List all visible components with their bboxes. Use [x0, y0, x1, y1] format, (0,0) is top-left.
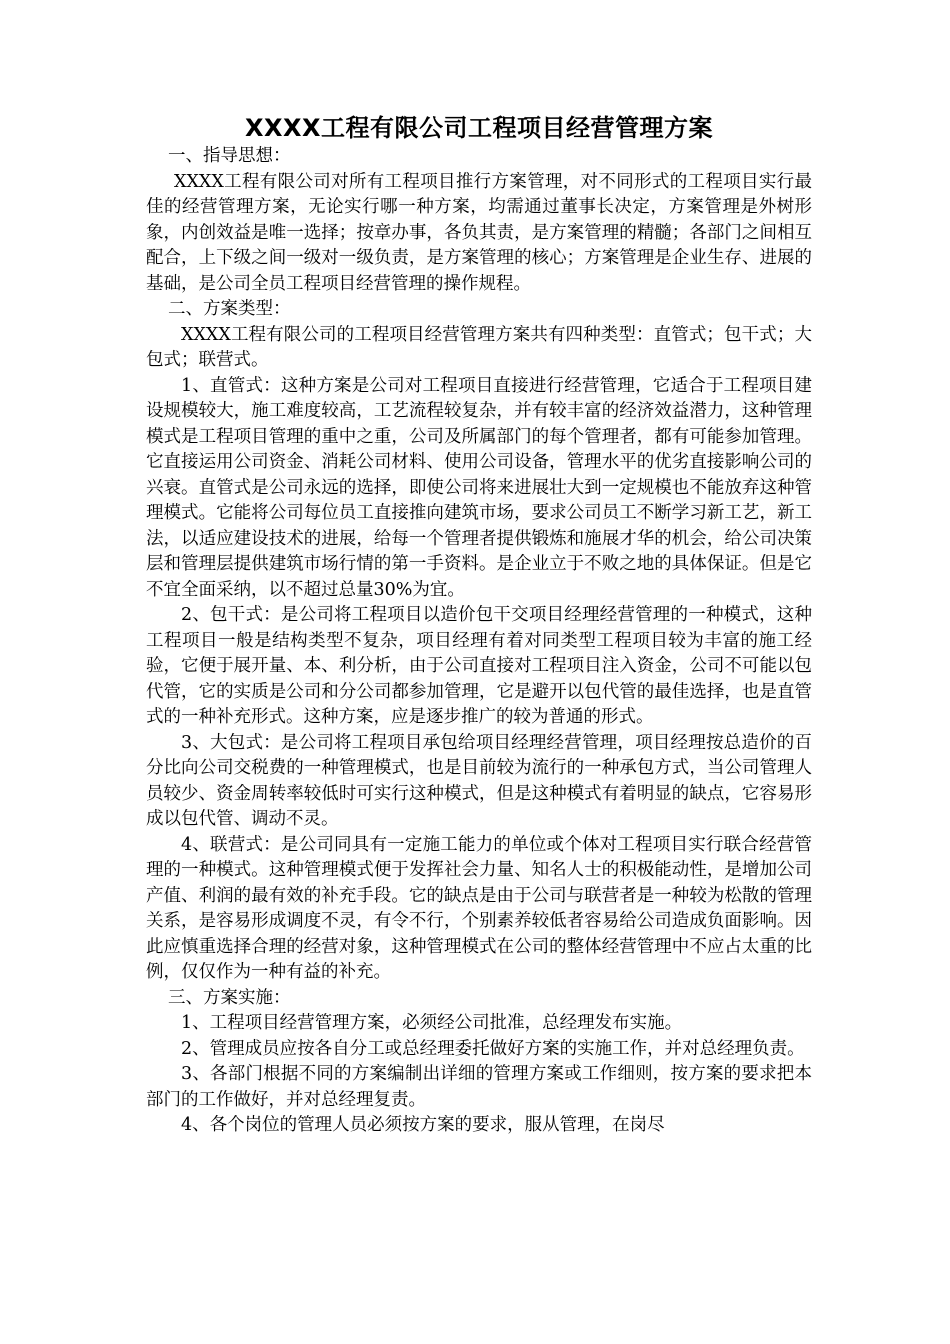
plan-type-joint-venture: 4、联营式：是公司同具有一定施工能力的单位或个体对工程项目实行联合经营管理的一种模式。这种管理模式便于发挥社会力量、知名人士的积极能动性，是增加公司产值、利润的最有效的补充手段。它的缺点是由于公司与联营者是一种较为松散的管理关系，是容易形成调度不灵，有令不行，个别素养较低者容易给公司造成负面影响。因此应慎重选择合理的经营对象，这种管理模式在公司的整体经营管理中不应占太重的比例，仅仅作为一种有益的补充。 [146, 834, 812, 982]
document-page [146, 112, 812, 1139]
section-heading-implementation: 三、方案实施： [168, 987, 291, 1008]
plan-type-lump-sum: 2、包干式：是公司将工程项目以造价包干交项目经理经营管理的一种模式，这种工程项目一般是结构类型不复杂，项目经理有着对同类型工程项目较为丰富的施工经验，它便于展开量、本、利分析，由于公司直接对工程项目注入资金，公司不可能以包代管，它的实质是公司和分公司都参加管理，它是避开以包代管的最佳选择，也是直管式的一种补充形式。这种方案，应是逐步推广的较为普通的形式。 [146, 605, 812, 727]
implementation-item-1: 1、工程项目经营管理方案，必须经公司批准，总经理发布实施。 [181, 1013, 683, 1033]
section-heading-plan-types: 二、方案类型： [168, 299, 291, 319]
plan-type-direct: 1、直管式：这种方案是公司对工程项目直接进行经营管理，它适合于工程项目建设规模较大，施工难度较高，工艺流程较复杂，并有较丰富的经济效益潜力，这种管理模式是工程项目管理的重中之重，公司及所属部门的每个管理者，都有可能参加管理。它直接运用公司资金、消耗公司材料、使用公司设备，管理水平的优劣直接影响公司的兴衰。直管式是公司永远的选择，即使公司将来进展壮大到一定规模也不能放弃这种管理模式。它能将公司每位员工直接推向建筑市场，要求公司员工不断学习新工艺，新工法，以适应建设技术的进展，给每一个管理者提供锻炼和施展才华的机会，给公司决策层和管理层提供建筑市场行情的第一手资料。是企业立于不败之地的具体保证。但是它不宜全面采纳，以不超过总量30%为宜。 [146, 375, 812, 600]
implementation-item-3: 3、各部门根据不同的方案编制出详细的管理方案或工作细则，按方案的要求把本部门的工作做好，并对总经理复责。 [146, 1064, 812, 1110]
plan-types-intro: XXXX工程有限公司的工程项目经营管理方案共有四种类型：直管式；包干式；大包式；联营式。 [146, 324, 812, 370]
implementation-item-2: 2、管理成员应按各自分工或总经理委托做好方案的实施工作，并对总经理负责。 [181, 1038, 805, 1059]
section-heading-guiding-thought: 一、指导思想： [168, 146, 291, 166]
implementation-item-4: 4、各个岗位的管理人员必须按方案的要求，服从管理，在岗尽 [181, 1115, 665, 1135]
plan-type-general-contract: 3、大包式：是公司将工程项目承包给项目经理经营管理，项目经理按总造价的百分比向公司交税费的一种管理模式，也是目前较为流行的一种承包方式，当公司管理人员较少、资金周转率较低时可实行这种模式，但是这种模式有着明显的缺点，它容易形成以包代管、调动不灵。 [146, 732, 812, 829]
document-title: XXXX工程有限公司工程项目经营管理方案 [244, 114, 713, 142]
section-body-guiding-thought: XXXX工程有限公司对所有工程项目推行方案管理，对不同形式的工程项目实行最佳的经营管理方案，无论实行哪一种方案，均需通过董事长决定，方案管理是外树形象，内创效益是唯一选择；按章办事，各负其责，是方案管理的精髓；各部门之间相互配合，上下级之间一级对一级负责，是方案管理的核心；方案管理是企业生存、进展的基础，是公司全员工程项目经营管理的操作规程。 [146, 171, 812, 294]
